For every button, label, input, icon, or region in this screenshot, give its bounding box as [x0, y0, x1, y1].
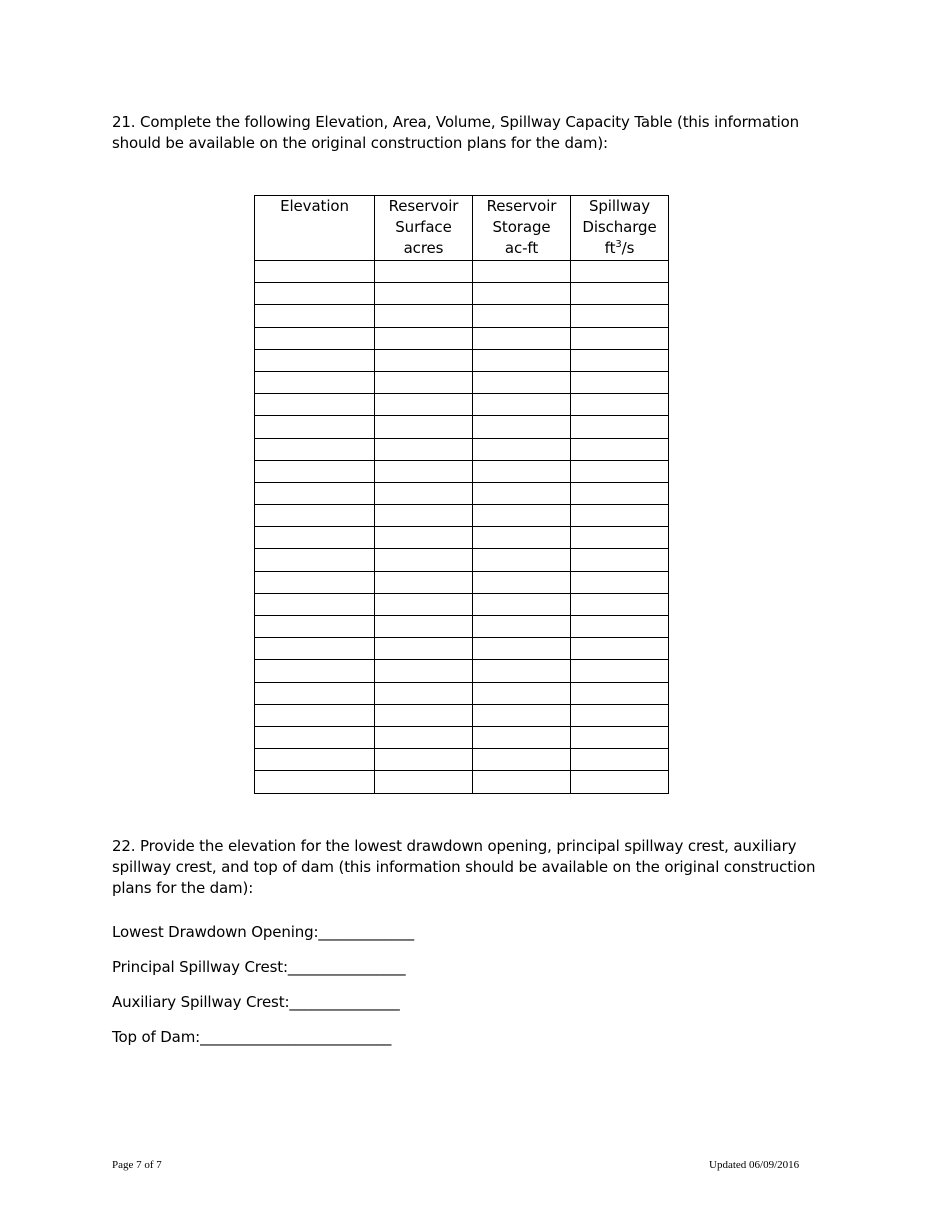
table-cell[interactable]	[375, 682, 473, 704]
table-cell[interactable]	[473, 349, 571, 371]
table-cell[interactable]	[255, 349, 375, 371]
capacity-table	[254, 195, 669, 794]
table-row	[255, 349, 669, 371]
table-cell[interactable]	[255, 726, 375, 748]
table-cell[interactable]	[255, 638, 375, 660]
field-blank[interactable]: __________________________	[200, 1028, 392, 1046]
header-spillway-discharge	[571, 196, 669, 261]
table-cell[interactable]	[473, 660, 571, 682]
table-cell[interactable]	[571, 305, 669, 327]
table-row	[255, 593, 669, 615]
header-line: Elevation	[280, 197, 349, 215]
field-principal-spillway-crest	[112, 957, 406, 977]
table-cell[interactable]	[375, 638, 473, 660]
updated-date: Updated 06/09/2016	[709, 1159, 800, 1171]
field-label: Principal Spillway Crest:	[112, 958, 288, 976]
table-row	[255, 704, 669, 726]
table-row	[255, 682, 669, 704]
table-row	[255, 638, 669, 660]
table-cell[interactable]	[571, 682, 669, 704]
table-cell[interactable]	[473, 283, 571, 305]
field-blank[interactable]: _______________	[289, 993, 400, 1011]
table-cell[interactable]	[571, 349, 669, 371]
field-lowest-drawdown-opening	[112, 922, 414, 942]
table-cell[interactable]	[571, 593, 669, 615]
table-cell[interactable]	[571, 704, 669, 726]
table-cell[interactable]	[473, 726, 571, 748]
table-row	[255, 261, 669, 283]
table-row	[255, 283, 669, 305]
table-cell[interactable]	[473, 460, 571, 482]
table-cell[interactable]	[255, 261, 375, 283]
table-cell[interactable]	[571, 261, 669, 283]
table-cell[interactable]	[255, 527, 375, 549]
table-cell[interactable]	[571, 549, 669, 571]
table-row	[255, 749, 669, 771]
table-cell[interactable]	[571, 638, 669, 660]
table-cell[interactable]	[255, 371, 375, 393]
table-cell[interactable]	[255, 660, 375, 682]
header-elevation	[255, 196, 375, 261]
table-row	[255, 305, 669, 327]
table-cell[interactable]	[375, 527, 473, 549]
table-cell[interactable]	[473, 638, 571, 660]
table-cell[interactable]	[473, 505, 571, 527]
table-cell[interactable]	[473, 527, 571, 549]
table-cell[interactable]	[571, 460, 669, 482]
table-cell[interactable]	[375, 394, 473, 416]
table-cell[interactable]	[571, 771, 669, 793]
page-number: Page 7 of 7	[112, 1159, 162, 1171]
table-cell[interactable]	[375, 283, 473, 305]
table-cell[interactable]	[473, 682, 571, 704]
table-cell[interactable]	[473, 771, 571, 793]
table-cell[interactable]	[255, 571, 375, 593]
table-cell[interactable]	[255, 327, 375, 349]
table-cell[interactable]	[375, 261, 473, 283]
table-cell[interactable]	[255, 305, 375, 327]
header-line: Storage	[492, 218, 551, 236]
table-cell[interactable]	[255, 505, 375, 527]
table-cell[interactable]	[473, 438, 571, 460]
table-cell[interactable]	[255, 394, 375, 416]
table-cell[interactable]	[473, 416, 571, 438]
table-cell[interactable]	[571, 660, 669, 682]
unit-superscript: 3	[615, 239, 622, 250]
table-cell[interactable]	[571, 571, 669, 593]
table-header-row	[255, 196, 669, 261]
table-cell[interactable]	[255, 593, 375, 615]
table-cell[interactable]	[473, 749, 571, 771]
header-line: acres	[403, 239, 444, 257]
unit-tail: /s	[621, 239, 635, 257]
table-row	[255, 527, 669, 549]
table-cell[interactable]	[375, 704, 473, 726]
header-surface-area	[375, 196, 473, 261]
table-cell[interactable]	[375, 771, 473, 793]
table-cell[interactable]	[255, 682, 375, 704]
table-cell[interactable]	[375, 349, 473, 371]
table-cell[interactable]	[473, 371, 571, 393]
table-row	[255, 616, 669, 638]
field-blank[interactable]: _____________	[318, 923, 414, 941]
table-row	[255, 438, 669, 460]
field-blank[interactable]: ________________	[287, 958, 406, 976]
table-cell[interactable]	[375, 571, 473, 593]
table-row	[255, 505, 669, 527]
table-cell[interactable]	[375, 726, 473, 748]
table-row	[255, 571, 669, 593]
table-row	[255, 726, 669, 748]
table-cell[interactable]	[375, 660, 473, 682]
table-row	[255, 371, 669, 393]
question-22-text: 22. Provide the elevation for the lowest drawdown opening, principal spillway crest, auxiliary spillway crest, and top of dam (this information should be available on the original construction plans for the dam):	[112, 837, 816, 897]
table-cell[interactable]	[571, 505, 669, 527]
table-cell[interactable]	[473, 593, 571, 615]
table-cell[interactable]	[375, 749, 473, 771]
table-row	[255, 549, 669, 571]
header-line: Spillway	[588, 197, 651, 215]
table-cell[interactable]	[473, 571, 571, 593]
header-unit	[571, 238, 668, 259]
table-row	[255, 771, 669, 793]
table-cell[interactable]	[375, 416, 473, 438]
table-cell[interactable]	[375, 460, 473, 482]
header-line: Discharge	[582, 218, 657, 236]
table-body	[255, 261, 669, 794]
table-cell[interactable]	[571, 394, 669, 416]
table-cell[interactable]	[255, 749, 375, 771]
table-cell[interactable]	[255, 482, 375, 504]
header-line: ac-ft	[504, 239, 539, 257]
table-cell[interactable]	[571, 749, 669, 771]
table-cell[interactable]	[571, 438, 669, 460]
field-auxiliary-spillway-crest	[112, 992, 400, 1012]
table-cell[interactable]	[255, 438, 375, 460]
table-cell[interactable]	[375, 616, 473, 638]
table-row	[255, 327, 669, 349]
table-row	[255, 460, 669, 482]
table-cell[interactable]	[375, 482, 473, 504]
table-cell[interactable]	[255, 283, 375, 305]
table-cell[interactable]	[571, 726, 669, 748]
table-cell[interactable]	[571, 283, 669, 305]
field-label: Top of Dam:	[112, 1028, 201, 1046]
header-line: Reservoir	[486, 197, 557, 215]
table-cell[interactable]	[255, 616, 375, 638]
table-cell[interactable]	[255, 771, 375, 793]
table-cell[interactable]	[473, 394, 571, 416]
table-cell[interactable]	[473, 704, 571, 726]
header-storage	[473, 196, 571, 261]
table-row	[255, 416, 669, 438]
table-cell[interactable]	[571, 527, 669, 549]
header-line: Reservoir	[388, 197, 459, 215]
table-cell[interactable]	[473, 327, 571, 349]
table-cell[interactable]	[255, 416, 375, 438]
table-cell[interactable]	[375, 593, 473, 615]
table-cell[interactable]	[375, 505, 473, 527]
header-line: Surface	[395, 218, 452, 236]
table-cell[interactable]	[255, 704, 375, 726]
table-row	[255, 482, 669, 504]
table-cell[interactable]	[473, 261, 571, 283]
table-cell[interactable]	[473, 305, 571, 327]
table-row	[255, 660, 669, 682]
table-row	[255, 394, 669, 416]
table-cell[interactable]	[255, 549, 375, 571]
table-cell[interactable]	[571, 327, 669, 349]
table-cell[interactable]	[375, 327, 473, 349]
table-cell[interactable]	[375, 305, 473, 327]
field-top-of-dam	[112, 1027, 391, 1047]
table-cell[interactable]	[375, 438, 473, 460]
table-cell[interactable]	[571, 616, 669, 638]
question-21-text: 21. Complete the following Elevation, Area, Volume, Spillway Capacity Table (this information should be available on the original construction plans for the dam):	[112, 113, 800, 152]
table-cell[interactable]	[473, 482, 571, 504]
field-label: Lowest Drawdown Opening:	[112, 923, 319, 941]
table-cell[interactable]	[571, 482, 669, 504]
unit-base: ft	[604, 239, 616, 257]
table-cell[interactable]	[375, 549, 473, 571]
table-cell[interactable]	[375, 371, 473, 393]
table-cell[interactable]	[571, 371, 669, 393]
table-cell[interactable]	[473, 616, 571, 638]
field-label: Auxiliary Spillway Crest:	[112, 993, 290, 1011]
table-cell[interactable]	[473, 549, 571, 571]
table-cell[interactable]	[571, 416, 669, 438]
table-cell[interactable]	[255, 460, 375, 482]
